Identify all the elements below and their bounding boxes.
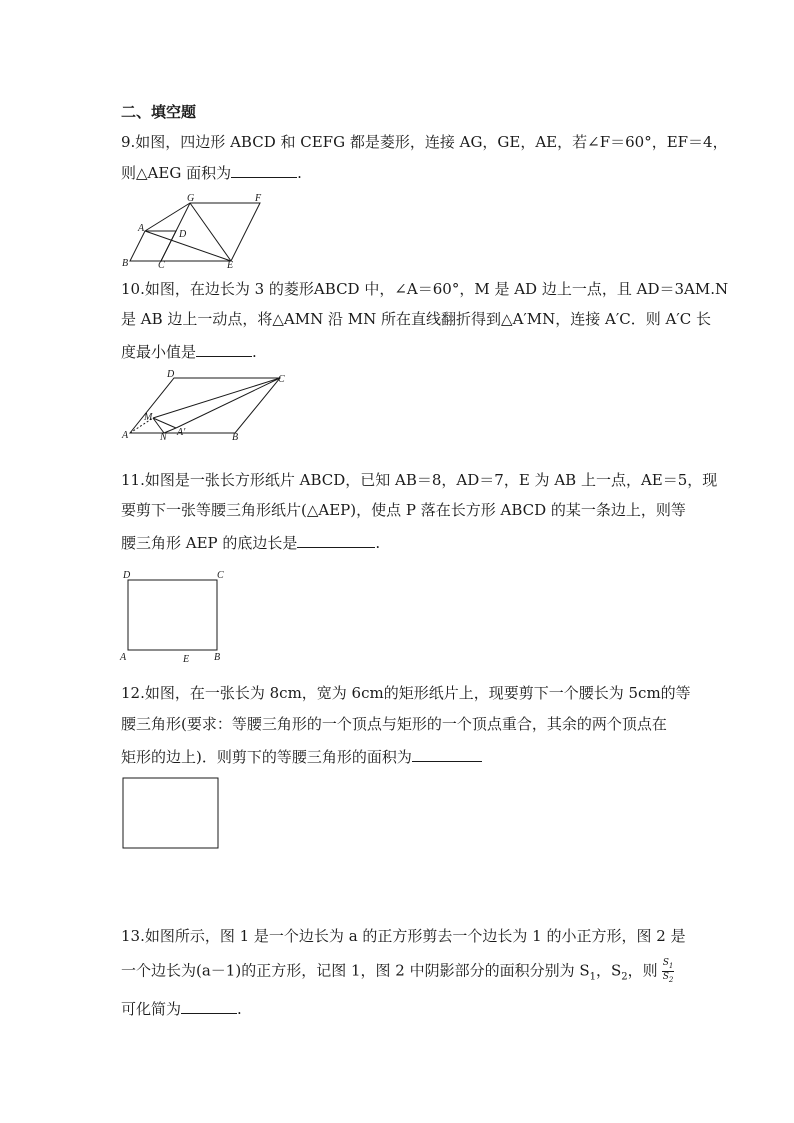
q12-figure <box>121 776 221 851</box>
q13-line1: 13.如图所示，图 1 是一个边长为 a 的正方形剪去一个边长为 1 的小正方形，图 2 是 <box>121 927 686 945</box>
q10-period: . <box>252 343 257 361</box>
q12-line1: 12.如图，在一张长为 8cm，宽为 6cm的矩形纸片上，现要剪下一个腰长为 5cm的等 <box>121 684 691 702</box>
q9-label-c: C <box>158 260 165 271</box>
q13-fraction <box>662 958 675 985</box>
q12-answer-blank[interactable] <box>412 745 482 762</box>
q10-label-m: M <box>144 412 153 423</box>
q9-line2 <box>121 161 302 183</box>
q9-period: . <box>297 164 302 182</box>
rectangle-paper <box>123 778 218 848</box>
q13-text-a: 一个边长为(a－1)的正方形，记图 1，图 2 中阴影部分的面积分别为 S <box>121 961 590 980</box>
rhombus-abcd <box>130 378 280 433</box>
q11-answer-blank[interactable] <box>297 531 375 548</box>
q11-label-d: D <box>123 570 131 581</box>
q9-label-f: F <box>255 193 262 204</box>
q12-line3 <box>121 745 482 767</box>
q11-label-c: C <box>217 570 224 581</box>
q9-label-b: B <box>122 258 129 269</box>
q9-line1: 9.如图，四边形 ABCD 和 CEFG 都是菱形，连接 AG，GE，AE，若∠F＝60°，EF＝4， <box>121 133 728 151</box>
q13-frac-num-sub: 1 <box>668 961 674 970</box>
q9-label-a: A <box>138 223 145 234</box>
q13-frac-den: S <box>662 971 669 982</box>
q11-label-b: B <box>214 652 221 663</box>
q11-line3 <box>121 531 380 553</box>
q9-label-d: D <box>179 229 187 240</box>
q10-figure <box>118 368 293 443</box>
q10-label-b: B <box>232 432 239 443</box>
q12-text: 矩形的边上)．则剪下的等腰三角形的面积为 <box>121 748 412 766</box>
q10-line1: 10.如图，在边长为 3 的菱形ABCD 中，∠A＝60°，M 是 AD 边上一点，且 AD＝3AM.N <box>121 280 729 298</box>
rhombus-abcd <box>130 231 176 261</box>
q10-line3 <box>121 340 257 362</box>
q11-line2: 要剪下一张等腰三角形纸片(△AEP)，使点 P 落在长方形 ABCD 的某一条边上，则等 <box>121 501 686 519</box>
q9-figure <box>118 193 278 271</box>
q13-frac-den-sub: 2 <box>668 975 674 984</box>
q10-line2: 是 AB 边上一动点，将△AMN 沿 MN 所在直线翻折得到△A′MN，连接 A′C．则 A′C 长 <box>121 310 712 328</box>
q11-figure <box>118 566 233 666</box>
q13-period: . <box>237 1000 242 1018</box>
q10-label-a: A <box>122 430 129 441</box>
rectangle-abcd <box>128 580 217 650</box>
q13-sub2: 2 <box>621 971 628 983</box>
q13-text-c: ，则 <box>627 961 658 980</box>
q10-answer-blank[interactable] <box>196 340 252 357</box>
q11-line1: 11.如图是一张长方形纸片 ABCD，已知 AB＝8，AD＝7，E 为 AB 上一点，AE＝5，现 <box>121 471 718 489</box>
section-title: 二、填空题 <box>121 103 197 121</box>
q13-frac-num: S <box>662 958 669 968</box>
q12-line2: 腰三角形(要求：等腰三角形的一个顶点与矩形的一个顶点重合，其余的两个顶点在 <box>121 715 667 733</box>
q10-label-n: N <box>160 432 167 443</box>
q13-line3 <box>121 997 242 1019</box>
q10-label-c: C <box>278 374 285 385</box>
q13-text-b: ，S <box>596 961 622 980</box>
q13-line2 <box>121 958 678 987</box>
q11-label-e: E <box>183 654 190 665</box>
q9-label-e: E <box>227 260 234 271</box>
q9-label-g: G <box>187 193 195 204</box>
q9-text: 则△AEG 面积为 <box>121 164 232 182</box>
q11-period: . <box>375 534 381 552</box>
q11-text: 腰三角形 AEP 的底边长是 <box>121 534 298 552</box>
q10-label-d: D <box>167 369 175 380</box>
q11-label-a: A <box>120 652 127 663</box>
q9-answer-blank[interactable] <box>231 161 297 178</box>
q13-sub1: 1 <box>589 971 597 983</box>
q13-answer-blank[interactable] <box>181 997 237 1014</box>
q13-text: 可化简为 <box>121 1000 182 1018</box>
q10-text: 度最小值是 <box>121 343 197 361</box>
q10-label-a-prime: A′ <box>177 427 186 438</box>
